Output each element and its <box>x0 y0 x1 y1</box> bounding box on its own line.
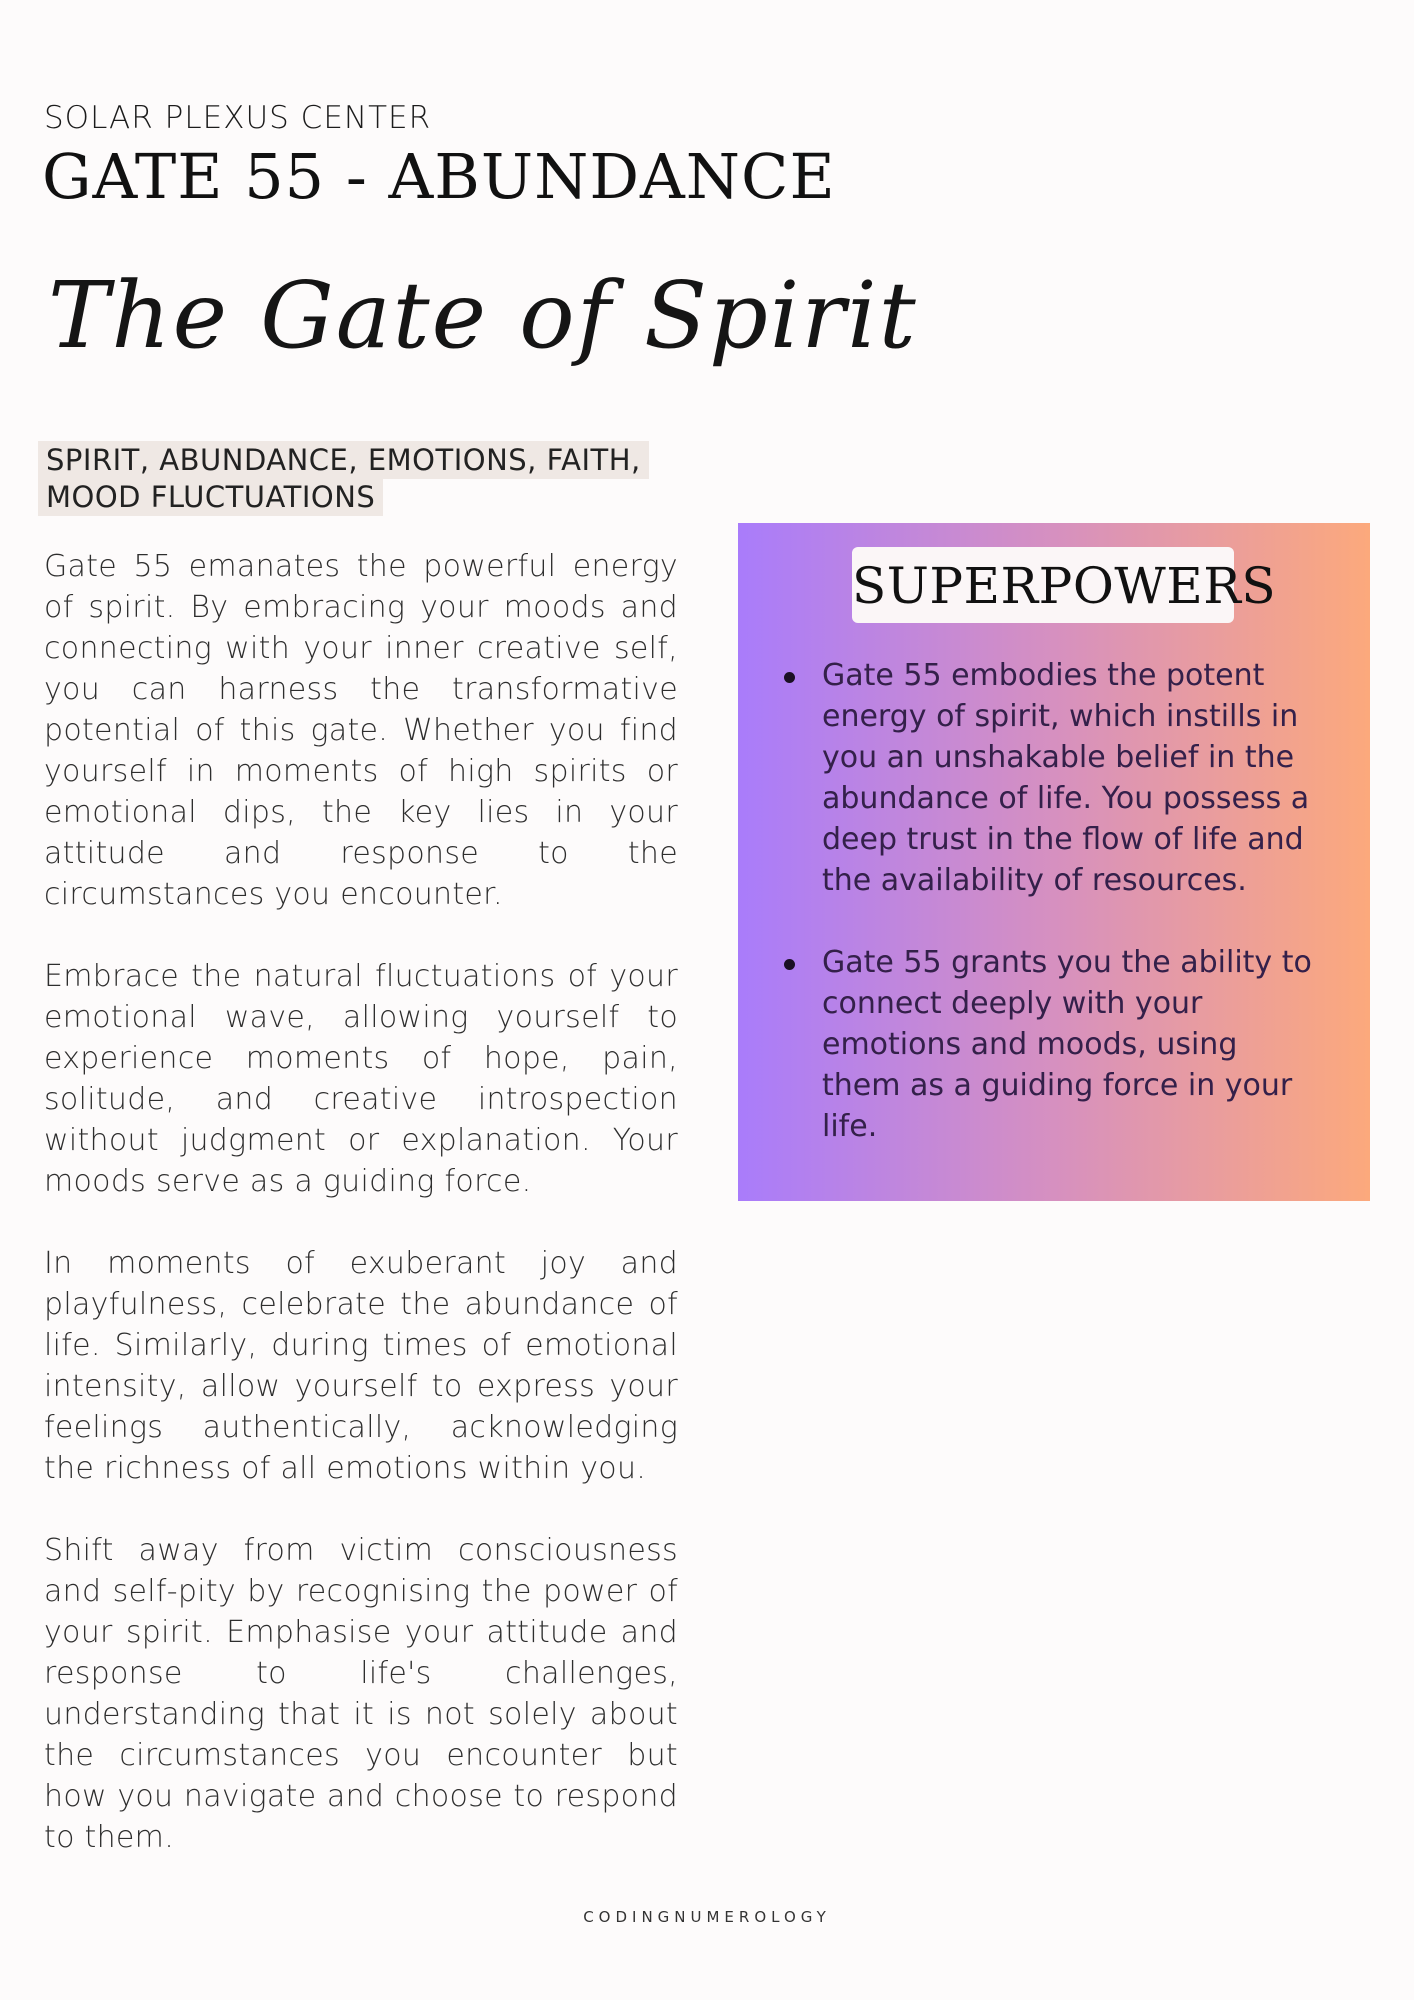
center-label: SOLAR PLEXUS CENTER <box>44 100 432 136</box>
superpower-item <box>822 655 1322 901</box>
description-paragraph: Shift away from victim consciousness and self-pity by recognising the power of your spirit. Emphasise your attitude and response to life's challenges, understanding that it is not solely about the circumstances you encounter but how you navigate and choose to respond to them. <box>44 1533 678 1855</box>
keywords-tag <box>38 442 678 516</box>
gate-title: GATE 55 - ABUNDANCE <box>42 140 836 213</box>
description-body <box>44 546 678 1899</box>
bullet-dot-icon <box>784 672 795 683</box>
superpowers-panel <box>738 523 1370 1201</box>
gate-subtitle: The Gate of Spirit <box>48 262 918 369</box>
keywords-line-2: MOOD FLUCTUATIONS <box>38 478 383 516</box>
footer-brand: CODINGNUMEROLOGY <box>583 1908 831 1926</box>
superpower-text: Gate 55 embodies the potent energy of spirit, which instills in you an unshakable belief in the abundance of life. You possess a deep trust in the flow of life and the availability of resources. <box>822 658 1310 898</box>
superpower-text: Gate 55 grants you the ability to connect deeply with your emotions and moods, using them as a guiding force in your life. <box>822 945 1312 1144</box>
superpowers-list <box>738 655 1322 1188</box>
superpowers-title: SUPERPOWERS <box>852 547 1234 623</box>
description-paragraph: In moments of exuberant joy and playfulness, celebrate the abundance of life. Similarly, during times of emotional intensity, allow yourself to express your feelings authentically, acknowledging the richness of all emotions within you. <box>44 1246 678 1486</box>
keywords-line-1: SPIRIT, ABUNDANCE, EMOTIONS, FAITH, <box>38 441 649 479</box>
description-paragraph: Gate 55 emanates the powerful energy of spirit. By embracing your moods and connecting with your inner creative self, you can harness the transformative potential of this gate. Whether you find yourself in moments of high spirits or emotional dips, the key lies in your attitude and response to the circumstances you encounter. <box>44 549 678 912</box>
superpower-item <box>822 942 1322 1147</box>
description-paragraph: Embrace the natural fluctuations of your emotional wave, allowing yourself to experience moments of hope, pain, solitude, and creative introspection without judgment or explanation. Your moods serve as a guiding force. <box>44 959 678 1199</box>
bullet-dot-icon <box>784 959 795 970</box>
